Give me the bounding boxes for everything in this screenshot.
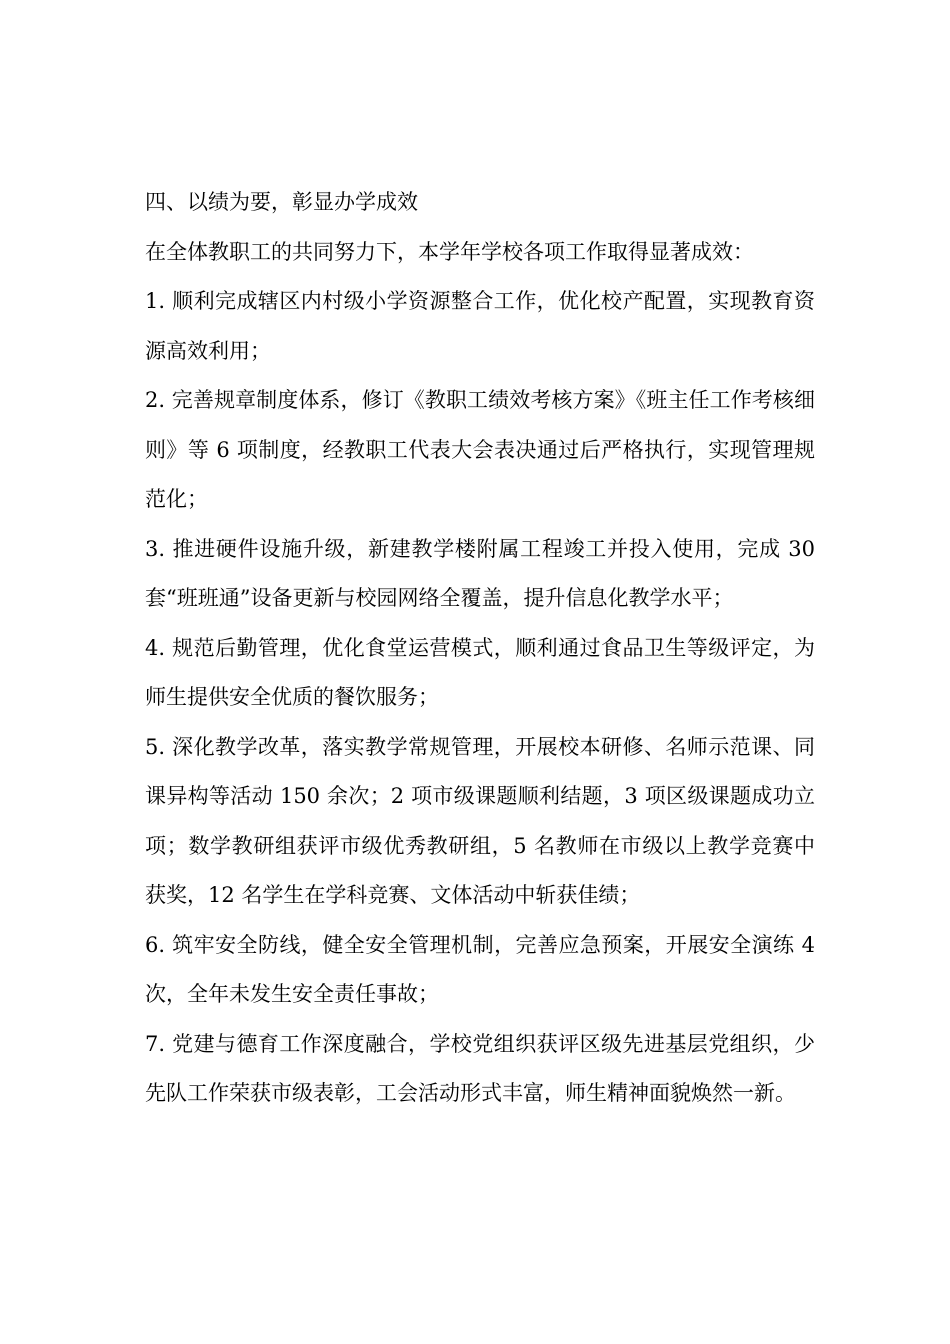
list-item-3: 3. 推进硬件设施升级，新建教学楼附属工程竣工并投入使用，完成 30 套“班班通”设备更新与校园网络全覆盖，提升信息化教学水平；	[145, 536, 815, 610]
list-item-6: 6. 筑牢安全防线，健全安全管理机制，完善应急预案，开展安全演练 4 次，全年未发生安全责任事故；	[145, 932, 815, 1006]
section-heading: 四、以绩为要，彰显办学成效	[145, 190, 418, 214]
intro-paragraph: 在全体教职工的共同努力下，本学年学校各项工作取得显著成效：	[145, 239, 754, 264]
list-item-5: 5. 深化教学改革，落实教学常规管理，开展校本研修、名师示范课、同课异构等活动 150 余次；2 项市级课题顺利结题，3 项区级课题成功立项；数学教研组获评市级优秀教研组，5 名教师在市级以上教学竞赛中获奖，12 名学生在学科竞赛、文体活动中斩获佳绩；	[145, 734, 815, 907]
document-body	[145, 178, 815, 1119]
list-item-1: 1. 顺利完成辖区内村级小学资源整合工作，优化校产配置，实现教育资源高效利用；	[145, 289, 815, 363]
list-item-2: 2. 完善规章制度体系，修订《教职工绩效考核方案》《班主任工作考核细则》等 6 项制度，经教职工代表大会表决通过后严格执行，实现管理规范化；	[145, 388, 815, 511]
list-item-4: 4. 规范后勤管理，优化食堂运营模式，顺利通过食品卫生等级评定，为师生提供安全优质的餐饮服务；	[145, 635, 815, 709]
list-item-7: 7. 党建与德育工作深度融合，学校党组织获评区级先进基层党组织，少先队工作荣获市级表彰，工会活动形式丰富，师生精神面貌焕然一新。	[145, 1031, 815, 1105]
